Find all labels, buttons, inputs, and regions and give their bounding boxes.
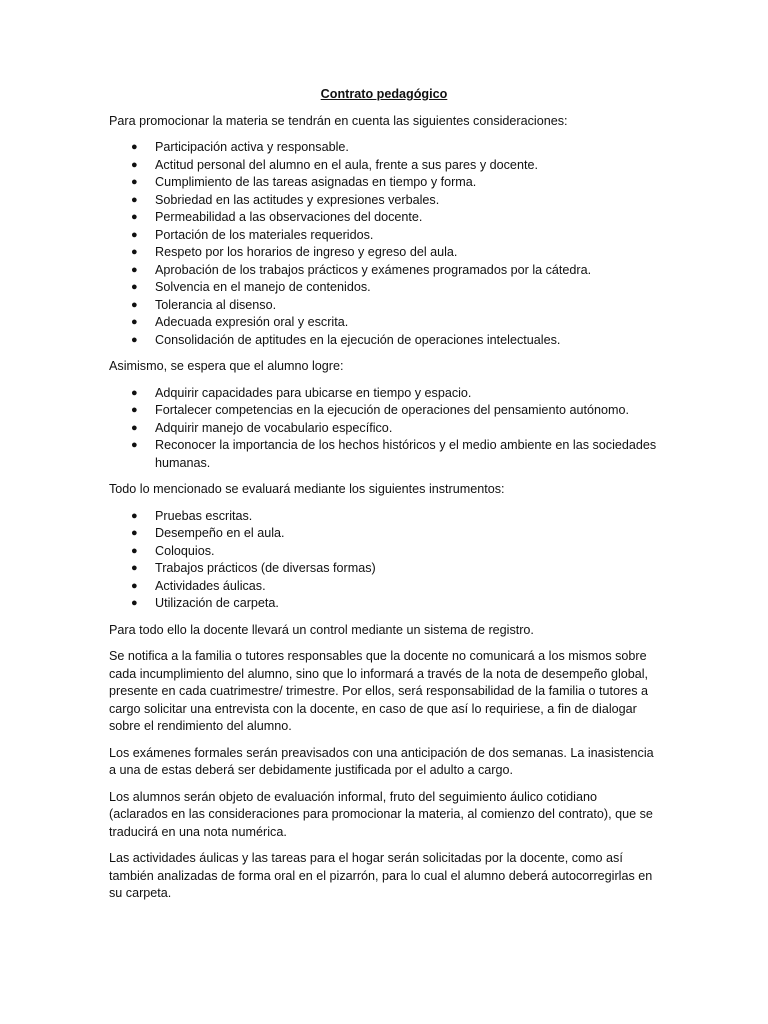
bullet-icon: ●: [131, 316, 138, 328]
list-item: [109, 578, 659, 596]
list-item-text: Adquirir manejo de vocabulario específico.: [155, 420, 393, 435]
list-item: [109, 174, 659, 192]
paragraph-notificacion: Se notifica a la familia o tutores responsables que la docente no comunicará a los mismos sobre cada incumplimiento del alumno, sino que lo informará a través de la nota de desempeño global, presente en cada cuatrimestre/ trimestre. Por ellos, será responsabilidad de la familia o tutores a cargo solicitar una entrevista con la docente, en caso de que así lo requiriese, a fin de dialogar sobre el rendimiento del alumno.: [109, 649, 649, 733]
list-item-text: Reconocer la importancia de los hechos históricos y el medio ambiente en las sociedades humanas.: [155, 438, 657, 470]
document-page: [109, 86, 659, 912]
list-item-text: Pruebas escritas.: [155, 508, 253, 523]
list-item: [109, 332, 659, 350]
bullet-icon: ●: [131, 228, 138, 241]
paragraph-actividades: Las actividades áulicas y las tareas para el hogar serán solicitadas por la docente, como así también analizadas de forma oral en el pizarrón, para lo cual el alumno deberá autocorregirlas en su carpeta.: [109, 851, 653, 900]
list-item: [109, 297, 659, 315]
list-item: [109, 543, 659, 561]
list-item-text: Desempeño en el aula.: [155, 526, 285, 540]
bullet-icon: ●: [131, 509, 138, 522]
list-item: [109, 437, 659, 472]
list-item: [109, 385, 659, 403]
list-item: [109, 420, 659, 438]
paragraph-examenes: Los exámenes formales serán preavisados con una anticipación de dos semanas. La inasistencia a una de estas deberá ser debidamente justificada por el adulto a cargo.: [109, 745, 654, 777]
list-item: [109, 192, 659, 210]
document-title: Contrato pedagógico: [320, 87, 448, 101]
bullet-icon: ●: [131, 298, 138, 311]
expectations-intro: Asimismo, se espera que el alumno logre:: [109, 359, 344, 373]
list-item-text: Adecuada expresión oral y escrita.: [155, 315, 349, 329]
list-item: [109, 279, 659, 297]
list-item-text: Actividades áulicas.: [155, 578, 266, 593]
list-item-text: Actitud personal del alumno en el aula, frente a sus pares y docente.: [155, 157, 538, 172]
bullet-icon: ●: [131, 246, 138, 258]
list-item-text: Portación de los materiales requeridos.: [155, 227, 374, 242]
list-item-text: Fortalecer competencias en la ejecución de operaciones del pensamiento autónomo.: [155, 403, 629, 417]
list-item-text: Tolerancia al disenso.: [155, 297, 277, 312]
bullet-icon: ●: [131, 597, 138, 609]
bullet-icon: ●: [131, 579, 138, 592]
bullet-icon: ●: [131, 176, 138, 188]
list-item: [109, 314, 659, 332]
bullet-icon: ●: [131, 141, 138, 153]
list-item-text: Permeabilidad a las observaciones del docente.: [155, 210, 423, 224]
bullet-icon: ●: [131, 386, 138, 399]
bullet-icon: ●: [131, 281, 138, 293]
bullet-icon: ●: [131, 562, 138, 574]
list-item: [109, 508, 659, 526]
bullet-icon: ●: [131, 263, 138, 276]
list-item: [109, 227, 659, 245]
list-item-text: Solvencia en el manejo de contenidos.: [155, 280, 371, 294]
list-item-text: Adquirir capacidades para ubicarse en tiempo y espacio.: [155, 385, 472, 400]
list-item-text: Sobriedad en las actitudes y expresiones verbales.: [155, 192, 440, 207]
list-item: [109, 209, 659, 227]
bullet-icon: ●: [131, 211, 138, 223]
list-item-text: Utilización de carpeta.: [155, 596, 279, 610]
instruments-list: [109, 508, 659, 613]
bullet-icon: ●: [131, 527, 138, 539]
list-item: [109, 560, 659, 578]
intro-paragraph: Para promocionar la materia se tendrán en cuenta las siguientes consideraciones:: [109, 113, 568, 128]
list-item-text: Trabajos prácticos (de diversas formas): [155, 561, 376, 575]
expectations-list: [109, 385, 659, 473]
instruments-intro: Todo lo mencionado se evaluará mediante los siguientes instrumentos:: [109, 482, 505, 496]
paragraph-registro: Para todo ello la docente llevará un control mediante un sistema de registro.: [109, 622, 534, 637]
list-item-text: Cumplimiento de las tareas asignadas en tiempo y forma.: [155, 175, 477, 189]
list-item-text: Participación activa y responsable.: [155, 140, 349, 154]
bullet-icon: ●: [131, 333, 138, 346]
list-item: [109, 139, 659, 157]
considerations-list: [109, 139, 659, 349]
list-item-text: Consolidación de aptitudes en la ejecución de operaciones intelectuales.: [155, 332, 561, 347]
bullet-icon: ●: [131, 544, 138, 557]
list-item: [109, 402, 659, 420]
list-item: [109, 262, 659, 280]
list-item: [109, 525, 659, 543]
list-item-text: Coloquios.: [155, 543, 215, 558]
bullet-icon: ●: [131, 193, 138, 206]
paragraph-evaluacion-informal: Los alumnos serán objeto de evaluación informal, fruto del seguimiento áulico cotidiano (aclarados en las consideraciones para promocionar la materia, al comienzo del contrato), que se traducirá en una nota numérica.: [109, 789, 653, 839]
list-item: [109, 595, 659, 613]
bullet-icon: ●: [131, 439, 138, 451]
list-item: [109, 244, 659, 262]
list-item: [109, 157, 659, 175]
list-item-text: Aprobación de los trabajos prácticos y exámenes programados por la cátedra.: [155, 262, 592, 277]
bullet-icon: ●: [131, 158, 138, 171]
bullet-icon: ●: [131, 404, 138, 416]
list-item-text: Respeto por los horarios de ingreso y egreso del aula.: [155, 245, 458, 259]
bullet-icon: ●: [131, 421, 138, 434]
